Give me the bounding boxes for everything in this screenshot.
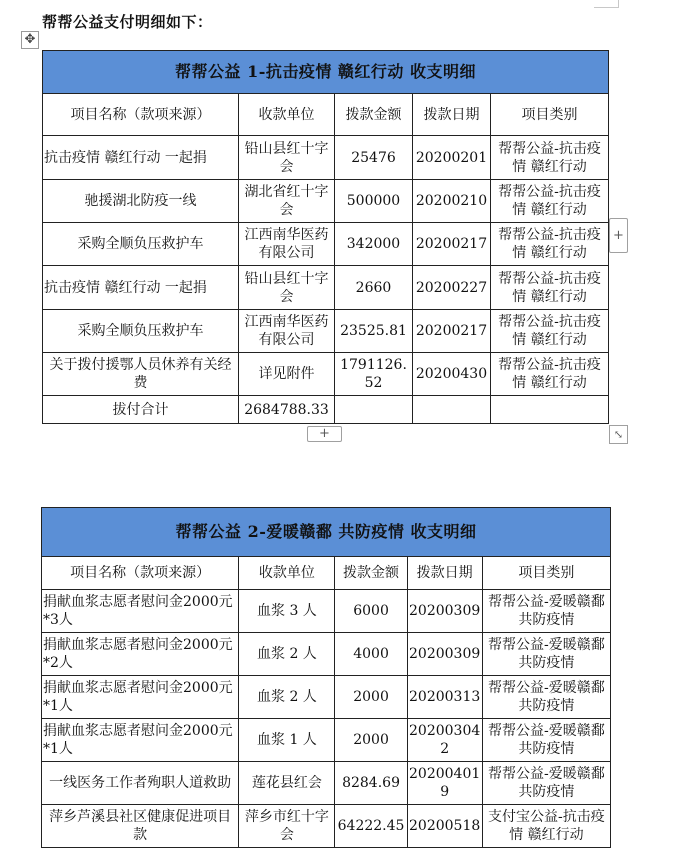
column-header: 项目名称（款项来源） bbox=[42, 557, 239, 590]
date-cell: 20200227 bbox=[413, 266, 491, 310]
amount-cell: 6000 bbox=[335, 590, 407, 633]
amount-cell: 2660 bbox=[335, 266, 413, 310]
table-row bbox=[43, 310, 609, 353]
amount-cell: 4000 bbox=[335, 633, 407, 676]
category-cell: 帮帮公益-抗击疫情 赣红行动 bbox=[491, 266, 609, 310]
payee-cell: 血浆 2 人 bbox=[239, 633, 335, 676]
payee-cell: 详见附件 bbox=[239, 353, 335, 396]
plus-icon: + bbox=[319, 426, 330, 441]
payee-cell: 铅山县红十字会 bbox=[239, 136, 335, 180]
total-row bbox=[43, 396, 609, 424]
table-2-title: 帮帮公益 2-爱暖赣鄱 共防疫情 收支明细 bbox=[42, 508, 611, 557]
column-header: 收款单位 bbox=[239, 94, 335, 136]
column-header: 项目类别 bbox=[482, 557, 610, 590]
date-cell: 202003042 bbox=[407, 719, 482, 762]
date-cell: 20200309 bbox=[407, 633, 482, 676]
column-header: 项目名称（款项来源） bbox=[43, 94, 239, 136]
date-cell: 20200430 bbox=[413, 353, 491, 396]
table-fund-2 bbox=[41, 507, 611, 848]
category-cell: 帮帮公益-抗击疫情 赣红行动 bbox=[491, 136, 609, 180]
amount-cell: 64222.45 bbox=[335, 805, 407, 848]
project-name-cell: 捐献血浆志愿者慰问金2000元*2人 bbox=[42, 633, 239, 676]
table-row bbox=[42, 633, 611, 676]
date-cell: 20200217 bbox=[413, 223, 491, 266]
table-row bbox=[42, 676, 611, 719]
category-cell: 帮帮公益-抗击疫情 赣红行动 bbox=[491, 223, 609, 266]
category-cell: 帮帮公益-抗击疫情 赣红行动 bbox=[491, 353, 609, 396]
table-row bbox=[43, 266, 609, 310]
project-name-cell: 捐献血浆志愿者慰问金2000元*1人 bbox=[42, 719, 239, 762]
column-header: 拨款日期 bbox=[413, 94, 491, 136]
add-column-button[interactable] bbox=[609, 218, 628, 253]
column-header: 拨款金额 bbox=[335, 557, 407, 590]
payee-cell: 血浆 1 人 bbox=[239, 719, 335, 762]
payee-cell: 血浆 2 人 bbox=[239, 676, 335, 719]
empty-cell bbox=[335, 396, 413, 424]
amount-cell: 2000 bbox=[335, 719, 407, 762]
project-name-cell: 捐献血浆志愿者慰问金2000元*1人 bbox=[42, 676, 239, 719]
project-name-cell: 采购全顺负压救护车 bbox=[43, 310, 239, 353]
table-row bbox=[42, 590, 611, 633]
amount-cell: 1791126.52 bbox=[335, 353, 413, 396]
total-value: 2684788.33 bbox=[239, 396, 335, 424]
plus-icon: + bbox=[613, 228, 624, 243]
project-name-cell: 关于拨付援鄂人员休养有关经费 bbox=[43, 353, 239, 396]
category-cell: 帮帮公益-爱暖赣鄱 共防疫情 bbox=[482, 719, 610, 762]
category-cell: 帮帮公益-爱暖赣鄱 共防疫情 bbox=[482, 762, 610, 805]
category-cell: 帮帮公益-抗击疫情 赣红行动 bbox=[491, 310, 609, 353]
amount-cell: 500000 bbox=[335, 180, 413, 223]
resize-icon[interactable]: ⤡ bbox=[609, 425, 628, 444]
amount-cell: 23525.81 bbox=[335, 310, 413, 353]
total-label: 拔付合计 bbox=[43, 396, 239, 424]
date-cell: 202004019 bbox=[407, 762, 482, 805]
column-header: 拨款日期 bbox=[407, 557, 482, 590]
margin-marker bbox=[594, 7, 618, 8]
project-name-cell: 抗击疫情 赣红行动 一起捐 bbox=[43, 266, 239, 310]
amount-cell: 2000 bbox=[335, 676, 407, 719]
date-cell: 20200217 bbox=[413, 310, 491, 353]
amount-cell: 25476 bbox=[335, 136, 413, 180]
table-row bbox=[43, 136, 609, 180]
column-header: 项目类别 bbox=[491, 94, 609, 136]
category-cell: 帮帮公益-爱暖赣鄱 共防疫情 bbox=[482, 633, 610, 676]
category-cell: 帮帮公益-爱暖赣鄱 共防疫情 bbox=[482, 590, 610, 633]
category-cell: 帮帮公益-抗击疫情 赣红行动 bbox=[491, 180, 609, 223]
column-header: 收款单位 bbox=[239, 557, 335, 590]
payee-cell: 血浆 3 人 bbox=[239, 590, 335, 633]
page-heading: 帮帮公益支付明细如下： bbox=[42, 13, 213, 31]
payee-cell: 江西南华医药有限公司 bbox=[239, 310, 335, 353]
payee-cell: 莲花县红会 bbox=[239, 762, 335, 805]
empty-cell bbox=[491, 396, 609, 424]
category-cell: 帮帮公益-爱暖赣鄱 共防疫情 bbox=[482, 676, 610, 719]
project-name-cell: 驰援湖北防疫一线 bbox=[43, 180, 239, 223]
payee-cell: 铅山县红十字会 bbox=[239, 266, 335, 310]
date-cell: 20200201 bbox=[413, 136, 491, 180]
table-row bbox=[42, 719, 611, 762]
margin-corner bbox=[618, 0, 619, 8]
payee-cell: 湖北省红十字会 bbox=[239, 180, 335, 223]
move-icon[interactable]: ✥ bbox=[21, 31, 39, 49]
date-cell: 20200309 bbox=[407, 590, 482, 633]
table-row bbox=[43, 223, 609, 266]
payee-cell: 江西南华医药有限公司 bbox=[239, 223, 335, 266]
project-name-cell: 抗击疫情 赣红行动 一起捐 bbox=[43, 136, 239, 180]
payee-cell: 萍乡市红十字会 bbox=[239, 805, 335, 848]
table-row bbox=[42, 762, 611, 805]
empty-cell bbox=[413, 396, 491, 424]
table-1-title: 帮帮公益 1-抗击疫情 赣红行动 收支明细 bbox=[43, 51, 609, 94]
date-cell: 20200518 bbox=[407, 805, 482, 848]
table-row bbox=[42, 805, 611, 848]
add-row-button[interactable] bbox=[307, 426, 342, 442]
amount-cell: 8284.69 bbox=[335, 762, 407, 805]
page-top-border bbox=[0, 0, 694, 8]
project-name-cell: 捐献血浆志愿者慰问金2000元*3人 bbox=[42, 590, 239, 633]
amount-cell: 342000 bbox=[335, 223, 413, 266]
project-name-cell: 一线医务工作者殉职人道救助 bbox=[42, 762, 239, 805]
project-name-cell: 萍乡芦溪县社区健康促进项目款 bbox=[42, 805, 239, 848]
date-cell: 20200210 bbox=[413, 180, 491, 223]
table-row bbox=[43, 353, 609, 396]
table-fund-1 bbox=[42, 50, 609, 424]
table-row bbox=[43, 180, 609, 223]
column-header: 拨款金额 bbox=[335, 94, 413, 136]
category-cell: 支付宝公益-抗击疫情 赣红行动 bbox=[482, 805, 610, 848]
project-name-cell: 采购全顺负压救护车 bbox=[43, 223, 239, 266]
date-cell: 20200313 bbox=[407, 676, 482, 719]
